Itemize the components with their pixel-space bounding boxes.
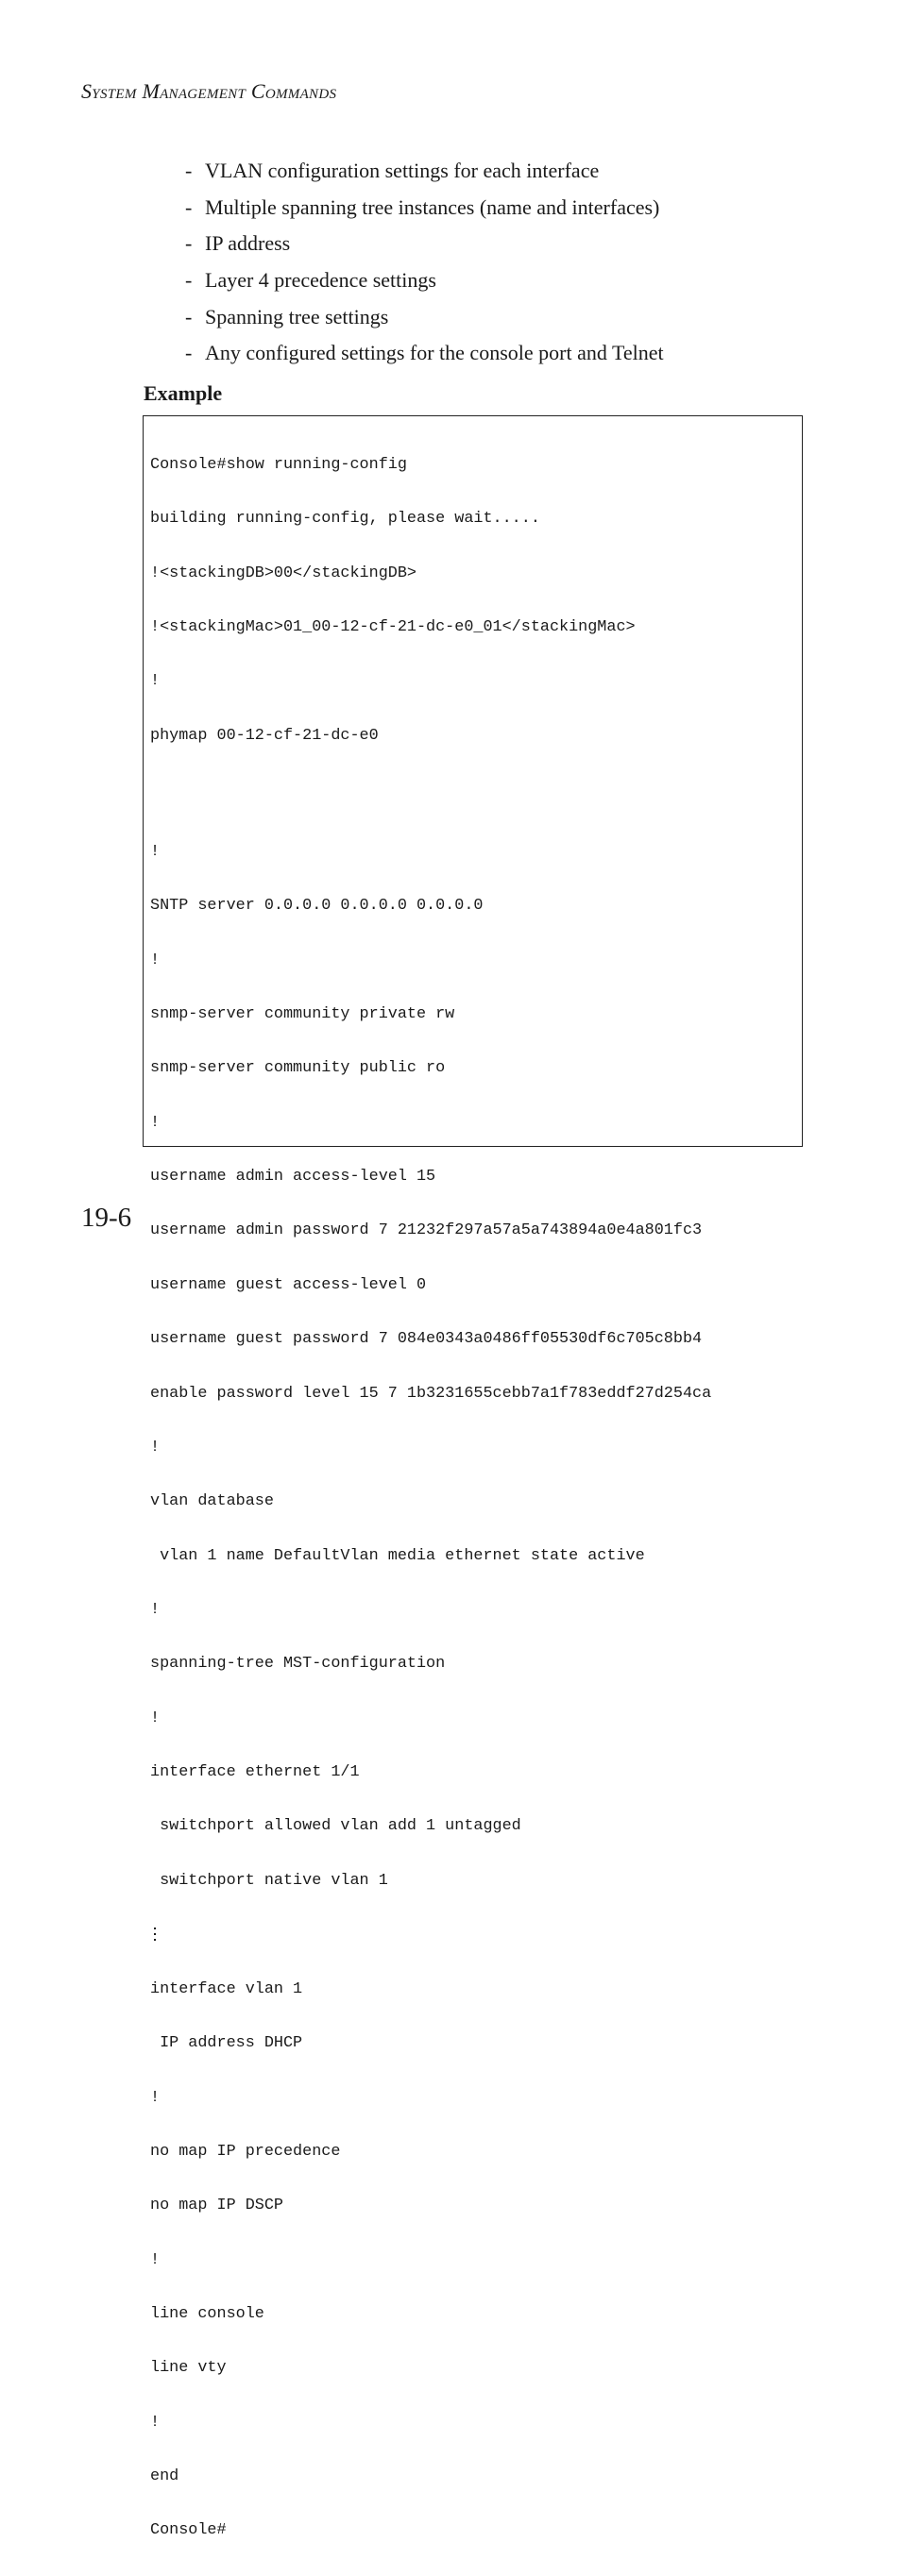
code-line: SNTP server 0.0.0.0 0.0.0.0 0.0.0.0 xyxy=(150,897,484,916)
code-line: phymap 00-12-cf-21-dc-e0 xyxy=(150,726,379,745)
list-item xyxy=(185,338,664,375)
code-listing xyxy=(150,420,711,2576)
code-line: username guest password 7 084e0343a0486ff05530df6c705c8bb4 xyxy=(150,1330,703,1349)
code-line: switchport allowed vlan add 1 untagged xyxy=(150,1817,521,1836)
code-line: IP address DHCP xyxy=(150,2034,303,2053)
code-line: line vty xyxy=(150,2359,227,2378)
code-line: snmp-server community private rw xyxy=(150,1005,455,1024)
list-item xyxy=(185,193,664,229)
code-line: username admin access-level 15 xyxy=(150,1168,436,1187)
list-item-text: VLAN configuration settings for each interface xyxy=(205,159,600,182)
code-line: line console xyxy=(150,2305,264,2323)
code-line: username guest access-level 0 xyxy=(150,1275,427,1294)
code-line: enable password level 15 7 1b3231655cebb7a1f783eddf27d254ca xyxy=(150,1384,712,1403)
code-blank-line xyxy=(150,781,711,807)
code-line: no map IP precedence xyxy=(150,2142,341,2161)
code-line: ! xyxy=(150,1709,161,1727)
code-line: ! xyxy=(150,1438,161,1456)
code-line: snmp-server community public ro xyxy=(150,1059,446,1078)
list-item xyxy=(185,228,664,265)
list-item-text: Multiple spanning tree instances (name and interfaces) xyxy=(205,194,660,219)
code-line: interface ethernet 1/1 xyxy=(150,1762,360,1781)
code-line: ! xyxy=(150,2088,161,2107)
code-line: end xyxy=(150,2467,179,2486)
code-line: ! xyxy=(150,672,161,691)
list-item-text: Any configured settings for the console port and Telnet xyxy=(205,341,664,365)
code-line: vlan database xyxy=(150,1492,274,1511)
example-heading: Example xyxy=(144,381,223,405)
list-item xyxy=(185,156,664,193)
code-omission-marker xyxy=(150,1926,711,1945)
bullet-dash: - xyxy=(185,231,193,256)
code-line: ! xyxy=(150,951,161,969)
code-line: ! xyxy=(150,2250,161,2269)
code-line: !<stackingDB>00</stackingDB> xyxy=(150,564,416,582)
vertical-ellipsis-icon xyxy=(150,1926,160,1943)
bullet-dash: - xyxy=(185,268,193,293)
code-line: ! xyxy=(150,2413,161,2432)
code-line: ! xyxy=(150,1600,161,1619)
code-example-box xyxy=(143,415,803,2540)
code-line: ! xyxy=(150,843,161,862)
code-line: Console# xyxy=(150,2521,227,2540)
code-line: switchport native vlan 1 xyxy=(150,1871,388,1890)
running-head: System Management Commands xyxy=(81,79,337,103)
list-item-text: Spanning tree settings xyxy=(205,304,389,328)
list-item-text: IP address xyxy=(205,231,291,256)
bullet-dash: - xyxy=(185,304,193,328)
code-line: Console#show running-config xyxy=(150,456,407,474)
settings-list xyxy=(185,156,664,375)
bullet-dash: - xyxy=(185,341,193,365)
page-number: 19-6 xyxy=(81,1203,132,1233)
code-line: building running-config, please wait..... xyxy=(150,510,540,529)
bullet-dash: - xyxy=(185,194,193,219)
code-line: !<stackingMac>01_00-12-cf-21-dc-e0_01</stackingMac> xyxy=(150,618,636,637)
code-line: interface vlan 1 xyxy=(150,1979,303,1998)
code-line: no map IP DSCP xyxy=(150,2197,283,2215)
code-line: vlan 1 name DefaultVlan media ethernet state active xyxy=(150,1546,645,1565)
list-item xyxy=(185,302,664,339)
code-line: username admin password 7 21232f297a57a5a743894a0e4a801fc3 xyxy=(150,1221,703,1240)
list-item-text: Layer 4 precedence settings xyxy=(205,268,436,293)
code-line: ! xyxy=(150,1113,161,1132)
list-item xyxy=(185,265,664,302)
code-line: spanning-tree MST-configuration xyxy=(150,1655,446,1674)
bullet-dash: - xyxy=(185,159,193,182)
